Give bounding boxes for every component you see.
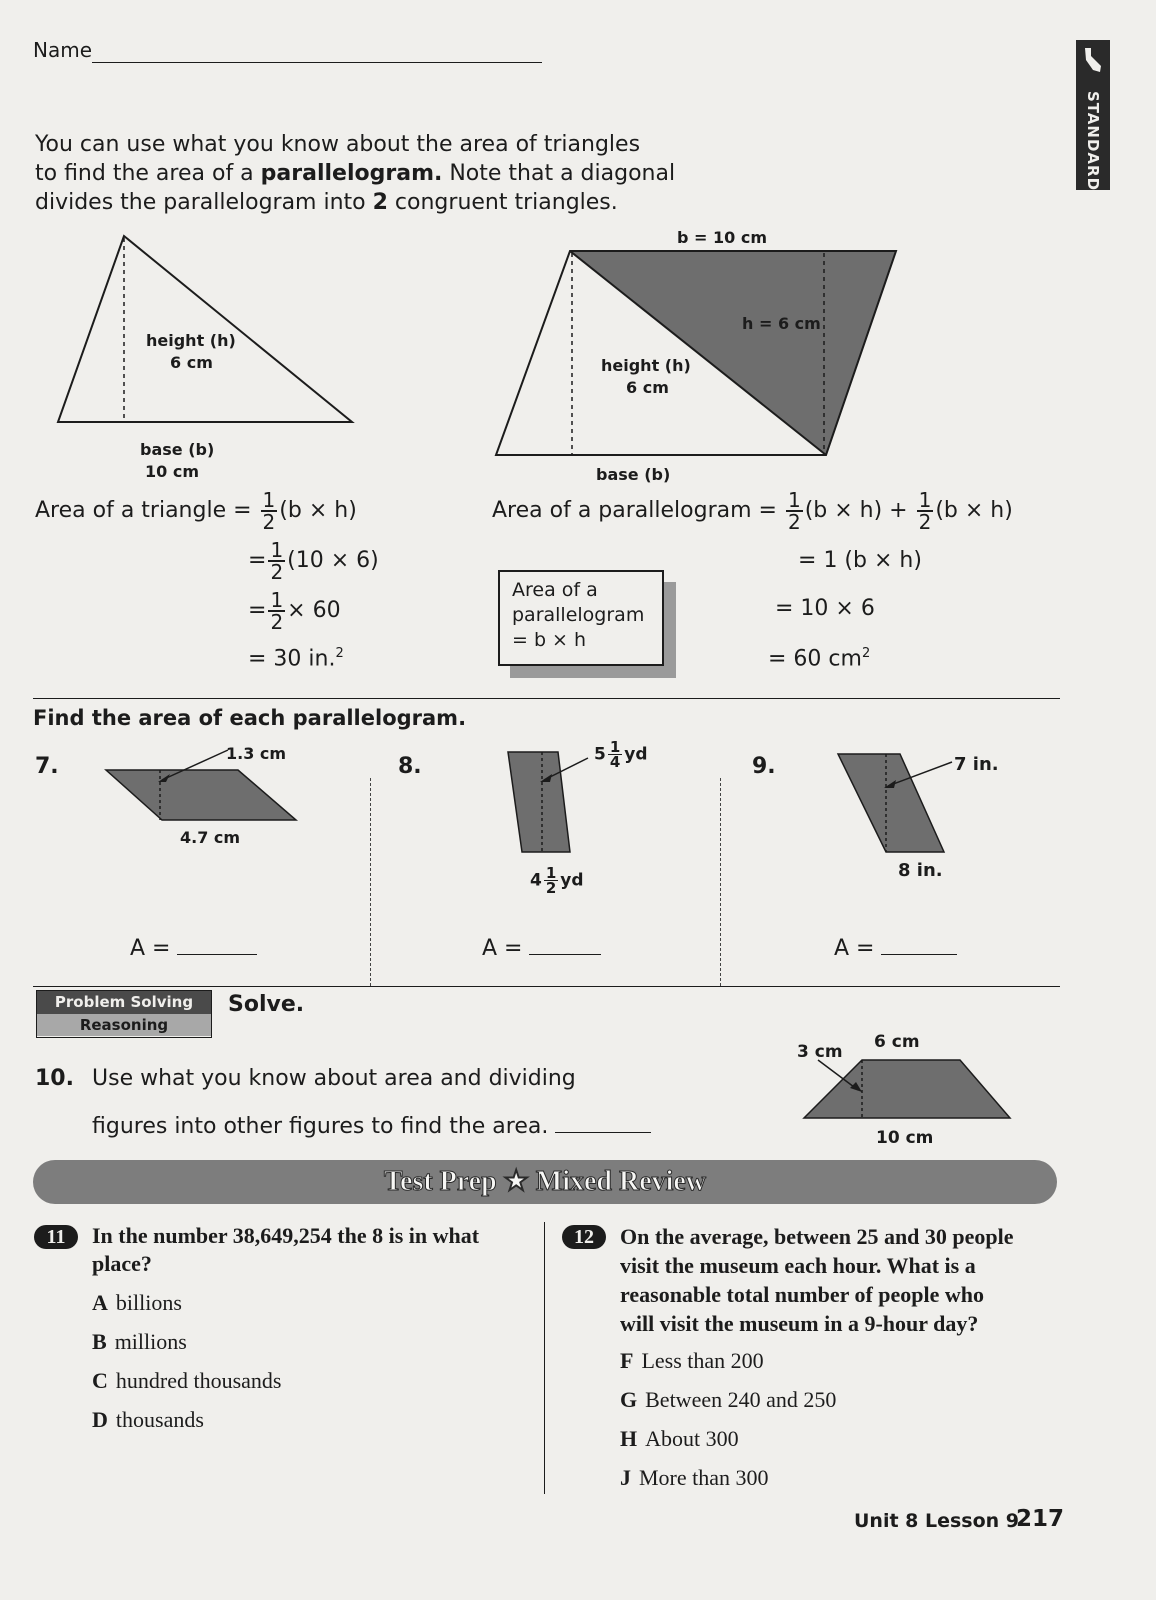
problem-8-answer-blank[interactable] — [529, 954, 601, 955]
problem-solving-badge: Problem Solving Reasoning — [36, 990, 212, 1038]
triangle-shape — [58, 236, 352, 422]
question-separator — [544, 1222, 545, 1494]
q11-question: In the number 38,649,254 the 8 is in what place? — [92, 1223, 480, 1276]
triangle-height-label: height (h) — [146, 331, 236, 350]
problem-9-parallelogram — [830, 744, 970, 864]
trapezoid-base-label: 10 cm — [876, 1128, 934, 1148]
parallelogram-h-label: h = 6 cm — [742, 314, 821, 333]
parallelogram-diagram — [490, 245, 900, 460]
formula-box: Area of a parallelogram = b × h — [498, 570, 664, 666]
trapezoid-height-label: 3 cm — [797, 1042, 843, 1062]
problem-10-line-2: figures into other figures to find the area. — [92, 1114, 651, 1139]
parallelogram-base-label: base (b) — [596, 465, 671, 484]
q12-bubble: 12 — [562, 1225, 606, 1249]
parallelogram-shaded-half — [570, 251, 896, 455]
q11-choice-a[interactable]: A billions — [92, 1290, 182, 1315]
q12-choice-g[interactable]: G Between 240 and 250 — [620, 1387, 837, 1412]
intro-line-3: divides the parallelogram into 2 congruent triangles. — [35, 190, 618, 215]
q12-choice-f[interactable]: F Less than 200 — [620, 1348, 764, 1373]
test-prep-title: Test Prep ★ Mixed Review — [383, 1166, 707, 1197]
problem-9-answer-blank[interactable] — [881, 954, 957, 955]
trapezoid-top-label: 6 cm — [874, 1032, 920, 1052]
intro-line-2: to find the area of a parallelogram. Note that a diagonal — [35, 161, 676, 186]
problem-7-parallelogram — [100, 744, 320, 828]
q12-question: On the average, between 25 and 30 people visit the museum each hour. What is a reasonable total number of people who will visit the museum in a 9-hour day? — [620, 1224, 1014, 1336]
problem-8-answer: A = — [482, 936, 601, 961]
problem-7-answer-blank[interactable] — [177, 954, 257, 955]
parallelogram-formula-line-3: = 10 × 6 — [775, 596, 875, 621]
problem-8-base: 4 $\frac{1}{2}$ yd — [530, 864, 584, 897]
page-number: 217 — [1016, 1506, 1065, 1532]
problem-9-height: 7 in. — [954, 754, 999, 775]
problem-7-height: 1.3 cm — [226, 744, 287, 763]
footer-lesson: Unit 8 Lesson 9 — [854, 1510, 1020, 1532]
problem-10-answer-blank[interactable] — [555, 1132, 651, 1133]
q11-choice-d[interactable]: D thousands — [92, 1407, 204, 1432]
standard-tab — [1076, 40, 1110, 190]
triangle-formula-line-2: = $\frac{1}{2}$ (10 × 6) — [248, 538, 379, 584]
problem-8-number: 8. — [398, 754, 422, 779]
q12-choice-h[interactable]: H About 300 — [620, 1426, 739, 1451]
parallelogram-top-label: b = 10 cm — [677, 228, 767, 247]
q12-choice-j[interactable]: J More than 300 — [620, 1465, 769, 1490]
section-divider-2 — [33, 986, 1060, 987]
q11-choice-b[interactable]: B millions — [92, 1329, 187, 1354]
parallelogram-formula-line-4: = 60 $cm^2$ — [768, 646, 871, 672]
parallelogram-formula-line-1: Area of a parallelogram = $\frac{1}{2}$ (b × h) + $\frac{1}{2}$ (b × h) — [492, 488, 1013, 534]
parallelogram-height-label: height (h) — [601, 356, 691, 375]
triangle-formula-line-4: = 30 in.$^2$ — [248, 646, 344, 672]
q11-choice-c[interactable]: C hundred thousands — [92, 1368, 282, 1393]
parallelogram-formula-line-2: = 1 (b × h) — [798, 548, 922, 573]
find-area-title: Find the area of each parallelogram. — [33, 706, 467, 730]
problem-8-height: 5 $\frac{1}{4}$ yd — [594, 738, 648, 771]
triangle-height-value: 6 cm — [170, 353, 213, 372]
problem-9-number: 9. — [752, 754, 776, 779]
intro-text — [35, 130, 675, 217]
problem-7-number: 7. — [35, 754, 59, 779]
triangle-formula-line-1: Area of a triangle = $\frac{1}{2}$ (b × h) — [35, 488, 357, 534]
section-divider — [33, 698, 1060, 699]
problem-10-line-1: Use what you know about area and dividing — [92, 1066, 576, 1091]
state-map-icon — [1081, 46, 1105, 74]
solve-label: Solve. — [228, 992, 305, 1017]
name-blank[interactable] — [92, 62, 542, 63]
intro-line-1: You can use what you know about the area of triangles — [35, 132, 641, 157]
test-prep-banner — [33, 1160, 1057, 1204]
q11-bubble: 11 — [34, 1225, 78, 1249]
problem-7-base: 4.7 cm — [180, 828, 241, 847]
problem-9-answer: A = — [834, 936, 957, 961]
triangle-base-label: base (b) — [140, 440, 215, 459]
problem-10-number: 10. — [35, 1066, 74, 1091]
name-label: Name — [33, 38, 93, 62]
problem-separator-1 — [370, 778, 371, 986]
problem-separator-2 — [720, 778, 721, 986]
triangle-diagram — [50, 230, 360, 430]
problem-9-base: 8 in. — [898, 860, 943, 881]
triangle-base-value: 10 cm — [145, 462, 199, 481]
parallelogram-height-value: 6 cm — [626, 378, 669, 397]
problem-7-answer: A = — [130, 936, 257, 961]
triangle-formula-line-3: = $\frac{1}{2}$ × 60 — [248, 588, 341, 634]
standard-tab-label: STANDARD — [1084, 90, 1102, 192]
